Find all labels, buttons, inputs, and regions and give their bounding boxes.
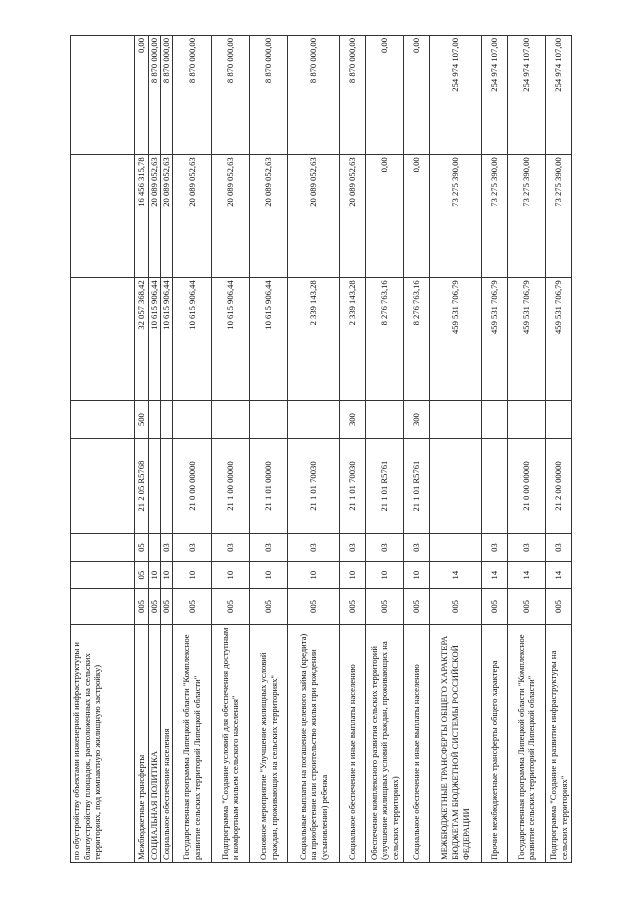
col-ministry: 005 xyxy=(173,589,211,624)
col-subsection: 03 xyxy=(481,534,507,562)
table-row xyxy=(211,36,249,863)
col-section: 10 xyxy=(340,561,366,589)
col-amount-1: 8 276 763,16 xyxy=(365,278,403,401)
budget-table xyxy=(70,35,572,863)
col-ministry: 005 xyxy=(250,589,288,624)
col-section: 10 xyxy=(148,561,160,589)
col-amount-1: 10 615 906,44 xyxy=(211,278,249,401)
col-amount-2: 20 089 052,63 xyxy=(161,155,173,278)
col-amount-2: 0,00 xyxy=(365,155,403,278)
col-amount-3: 0,00 xyxy=(135,36,148,155)
col-amount-1: 459 531 706,79 xyxy=(546,278,572,401)
col-target-article xyxy=(148,438,160,533)
col-amount-3: 254 974 107,00 xyxy=(507,36,545,155)
table-row xyxy=(173,36,211,863)
col-expense-type xyxy=(71,401,135,439)
col-section: 10 xyxy=(288,561,340,589)
col-subsection: 03 xyxy=(161,534,173,562)
col-amount-2: 20 089 052,63 xyxy=(250,155,288,278)
col-expense-type: 300 xyxy=(404,401,430,439)
row-name: Социальное обеспечение и иные выплаты населению xyxy=(340,624,366,862)
col-amount-1: 459 531 706,79 xyxy=(481,278,507,401)
col-section: 10 xyxy=(250,561,288,589)
col-ministry: 005 xyxy=(340,589,366,624)
col-subsection: 03 xyxy=(173,534,211,562)
row-name: Обеспечение комплексного развития сельских территорий (улучшение жилищных условий граждан, проживающих на сельских территориях) xyxy=(365,624,403,862)
col-section: 10 xyxy=(173,561,211,589)
col-amount-3: 8 870 000,00 xyxy=(288,36,340,155)
col-amount-2: 0,00 xyxy=(404,155,430,278)
col-ministry: 005 xyxy=(211,589,249,624)
col-amount-3: 8 870 000,00 xyxy=(161,36,173,155)
col-subsection xyxy=(430,534,482,562)
col-expense-type: 500 xyxy=(135,401,148,439)
col-expense-type xyxy=(173,401,211,439)
table-row xyxy=(135,36,148,863)
col-expense-type: 300 xyxy=(340,401,366,439)
col-ministry: 005 xyxy=(546,589,572,624)
col-section: 14 xyxy=(430,561,482,589)
col-expense-type xyxy=(481,401,507,439)
col-target-article xyxy=(161,438,173,533)
col-amount-2: 20 089 052,63 xyxy=(211,155,249,278)
col-expense-type xyxy=(161,401,173,439)
col-amount-3 xyxy=(71,36,135,155)
col-amount-3: 254 974 107,00 xyxy=(546,36,572,155)
row-name: МЕЖБЮДЖЕТНЫЕ ТРАНСФЕРТЫ ОБЩЕГО ХАРАКТЕРА БЮДЖЕТАМ БЮДЖЕТНОЙ СИСТЕМЫ РОССИЙСКОЙ ФЕДЕРАЦИИ xyxy=(430,624,482,862)
col-target-article: 21 1 01 70030 xyxy=(288,438,340,533)
table-row xyxy=(430,36,482,863)
col-expense-type xyxy=(430,401,482,439)
row-name: СОЦИАЛЬНАЯ ПОЛИТИКА xyxy=(148,624,160,862)
col-amount-2: 73 275 390,00 xyxy=(546,155,572,278)
col-ministry: 005 xyxy=(135,589,148,624)
table-row xyxy=(288,36,340,863)
col-target-article xyxy=(430,438,482,533)
col-expense-type xyxy=(546,401,572,439)
col-subsection: 03 xyxy=(250,534,288,562)
col-amount-3: 8 870 000,00 xyxy=(148,36,160,155)
col-section: 10 xyxy=(404,561,430,589)
col-amount-1: 459 531 706,79 xyxy=(430,278,482,401)
col-amount-2: 16 456 315,78 xyxy=(135,155,148,278)
row-name: Социальное обеспечение и иные выплаты населению xyxy=(404,624,430,862)
col-ministry: 005 xyxy=(430,589,482,624)
table-row xyxy=(546,36,572,863)
row-name: Основное мероприятие "Улучшение жилищных условий граждан, проживающих на сельских территориях" xyxy=(250,624,288,862)
col-target-article: 21 0 00 00000 xyxy=(507,438,545,533)
col-expense-type xyxy=(148,401,160,439)
row-name: Государственная программа Липецкой области "Комплексное развитие сельских территорий Липецкой области" xyxy=(173,624,211,862)
row-name: Прочие межбюджетные трансферты общего характера xyxy=(481,624,507,862)
table-body xyxy=(71,36,572,863)
col-section: 10 xyxy=(211,561,249,589)
col-subsection xyxy=(71,534,135,562)
col-target-article: 21 0 00 00000 xyxy=(173,438,211,533)
col-amount-2: 73 275 390,00 xyxy=(481,155,507,278)
col-expense-type xyxy=(211,401,249,439)
col-amount-1: 2 339 143,28 xyxy=(288,278,340,401)
col-target-article xyxy=(71,438,135,533)
col-subsection: 03 xyxy=(365,534,403,562)
col-section: 10 xyxy=(161,561,173,589)
col-expense-type xyxy=(507,401,545,439)
col-ministry xyxy=(71,589,135,624)
col-amount-2: 20 089 052,63 xyxy=(288,155,340,278)
table-row xyxy=(71,36,135,863)
col-amount-3: 0,00 xyxy=(404,36,430,155)
col-amount-3: 8 870 000,00 xyxy=(211,36,249,155)
col-amount-1: 459 531 706,79 xyxy=(507,278,545,401)
table-row xyxy=(340,36,366,863)
row-name: Государственная программа Липецкой области "Комплексное развитие сельских территорий Липецкой области" xyxy=(507,624,545,862)
col-ministry: 005 xyxy=(365,589,403,624)
col-subsection: 03 xyxy=(404,534,430,562)
col-amount-1: 8 276 763,16 xyxy=(404,278,430,401)
row-name: по обустройству объектами инженерной инфраструктуры и благоустройству площадок, расположенных на сельских территориях, под компактную жилищную застройку) xyxy=(71,624,135,862)
col-amount-3: 0,00 xyxy=(365,36,403,155)
col-amount-3: 8 870 000,00 xyxy=(250,36,288,155)
col-target-article: 21 1 01 R5761 xyxy=(404,438,430,533)
col-target-article: 21 2 05 R5768 xyxy=(135,438,148,533)
col-subsection: 03 xyxy=(288,534,340,562)
col-target-article xyxy=(481,438,507,533)
budget-table-rotated xyxy=(70,35,572,863)
row-name: Подпрограмма "Создание и развитие инфраструктуры на сельских территориях" xyxy=(546,624,572,862)
col-amount-1: 2 339 143,28 xyxy=(340,278,366,401)
table-row xyxy=(161,36,173,863)
col-ministry: 005 xyxy=(148,589,160,624)
col-ministry: 005 xyxy=(161,589,173,624)
col-amount-3: 254 974 107,00 xyxy=(481,36,507,155)
col-ministry: 005 xyxy=(481,589,507,624)
col-subsection: 03 xyxy=(546,534,572,562)
col-subsection: 05 xyxy=(135,534,148,562)
table-row xyxy=(250,36,288,863)
col-subsection: 03 xyxy=(340,534,366,562)
table-row xyxy=(481,36,507,863)
col-target-article: 21 1 01 00000 xyxy=(250,438,288,533)
table-row xyxy=(148,36,160,863)
col-target-article: 21 2 00 00000 xyxy=(546,438,572,533)
col-amount-3: 8 870 000,00 xyxy=(340,36,366,155)
col-section: 14 xyxy=(507,561,545,589)
col-amount-2: 20 089 052,63 xyxy=(173,155,211,278)
col-section xyxy=(71,561,135,589)
col-ministry: 005 xyxy=(404,589,430,624)
col-amount-1: 10 615 906,44 xyxy=(148,278,160,401)
table-row xyxy=(365,36,403,863)
col-expense-type xyxy=(365,401,403,439)
table-row xyxy=(507,36,545,863)
row-name: Подпрограмма "Создание условий для обеспечения доступным и комфортным жильем сельского населения" xyxy=(211,624,249,862)
col-amount-3: 8 870 000,00 xyxy=(173,36,211,155)
col-target-article: 21 1 01 R5761 xyxy=(365,438,403,533)
col-ministry: 005 xyxy=(288,589,340,624)
col-amount-2: 20 089 052,63 xyxy=(148,155,160,278)
col-target-article: 21 1 01 70030 xyxy=(340,438,366,533)
col-subsection: 03 xyxy=(211,534,249,562)
col-expense-type xyxy=(250,401,288,439)
col-amount-2: 73 275 390,00 xyxy=(430,155,482,278)
row-name: Социальное обеспечение населения xyxy=(161,624,173,862)
col-amount-1: 10 615 906,44 xyxy=(250,278,288,401)
col-expense-type xyxy=(288,401,340,439)
col-section: 14 xyxy=(481,561,507,589)
col-ministry: 005 xyxy=(507,589,545,624)
col-amount-1: 10 615 906,44 xyxy=(161,278,173,401)
col-amount-1 xyxy=(71,278,135,401)
col-section: 10 xyxy=(365,561,403,589)
col-subsection xyxy=(148,534,160,562)
col-amount-3: 254 974 107,00 xyxy=(430,36,482,155)
table-row xyxy=(404,36,430,863)
col-amount-2: 73 275 390,00 xyxy=(507,155,545,278)
col-section: 14 xyxy=(546,561,572,589)
col-section: 05 xyxy=(135,561,148,589)
row-name: Социальные выплаты на погашение целевого займа (кредита) на приобретение или строительство жилья при рождении (усыновлении) ребенка xyxy=(288,624,340,862)
col-amount-1: 10 615 906,44 xyxy=(173,278,211,401)
col-amount-1: 32 057 368,42 xyxy=(135,278,148,401)
col-target-article: 21 1 00 00000 xyxy=(211,438,249,533)
col-amount-2: 20 089 052,63 xyxy=(340,155,366,278)
row-name: Межбюджетные трансферты xyxy=(135,624,148,862)
col-subsection: 03 xyxy=(507,534,545,562)
col-amount-2 xyxy=(71,155,135,278)
